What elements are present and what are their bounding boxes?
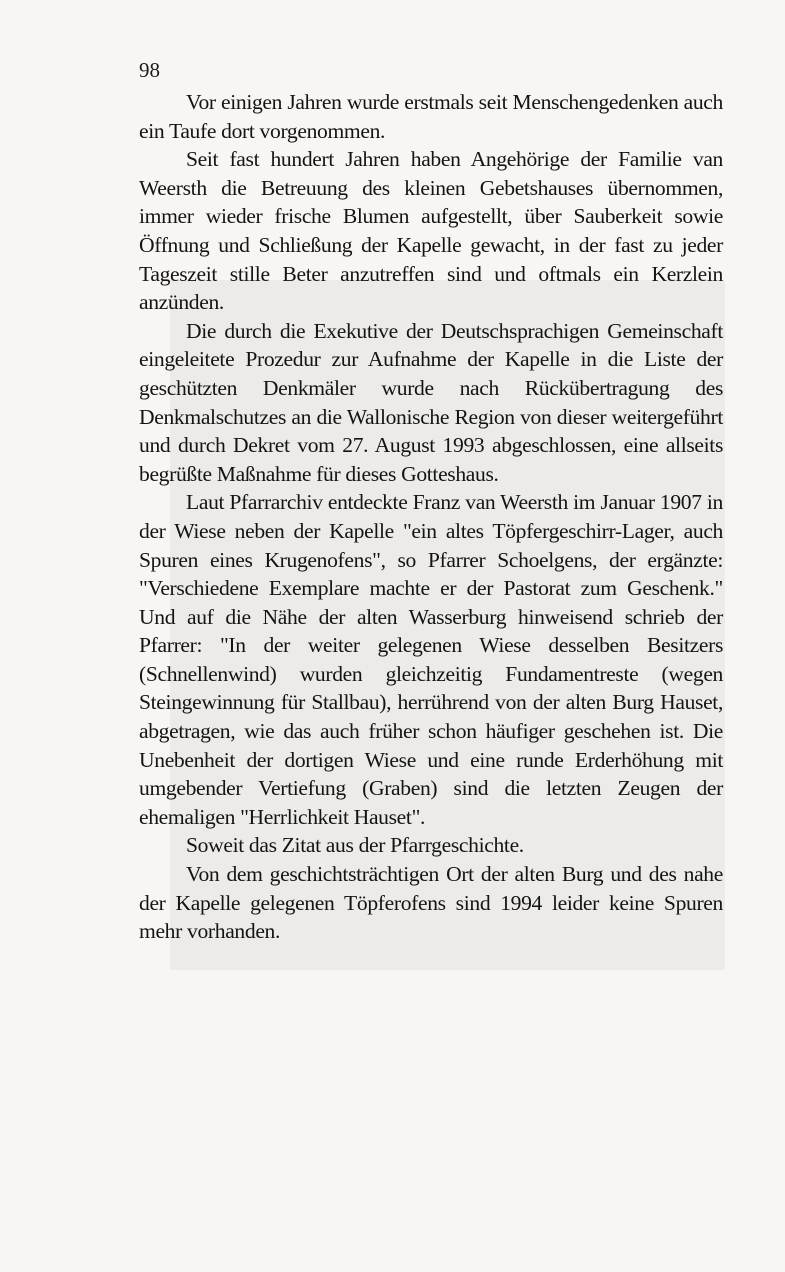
paragraph-2: Seit fast hundert Jahren haben Angehörige der Familie van Weersth die Betreuung des kleinen Gebetshauses übernommen, immer wieder frische Blumen aufgestellt, über Sauberkeit sowie Öffnung und Schließung der Kapelle gewacht, in der fast zu jeder Tageszeit stille Beter anzutreffen sind und oftmals ein Kerzlein anzünden. bbox=[139, 147, 723, 315]
paragraph-4: Laut Pfarrarchiv entdeckte Franz van Weersth im Januar 1907 in der Wiese neben der Kapelle "ein altes Töpfergeschirr-Lager, auch Spuren eines Krugenofens", so Pfarrer Schoelgens, der ergänzte: "Verschiedene Exemplare machte er der Pastorat zum Geschenk." Und auf die Nähe der alten Wasserburg hinweisend schrieb der Pfarrer: "In der weiter gelegenen Wiese desselben Besitzers (Schnellenwind) wurden gleichzeitig Fundamentreste (wegen Steingewinnung für Stallbau), herrührend von der alten Burg Hauset, abgetragen, wie das auch früher schon häufiger geschehen ist. Die Unebenheit der dortigen Wiese und eine runde Erderhöhung mit umgebender Vertiefung (Graben) sind die letzten Zeugen der ehemaligen "Herrlichkeit Hauset". bbox=[139, 490, 723, 829]
paragraph-3: Die durch die Exekutive der Deutschsprachigen Gemeinschaft eingeleitete Prozedur zur Aufnahme der Kapelle in die Liste der geschützten Denkmäler wurde nach Rückübertragung des Denkmalschutzes an die Wallonische Region von dieser weitergeführt und durch Dekret vom 27. August 1993 abgeschlossen, eine allseits begrüßte Maßnahme für dieses Gotteshaus. bbox=[139, 318, 723, 486]
paragraph-5: Soweit das Zitat aus der Pfarrgeschichte. bbox=[186, 833, 524, 858]
paragraph-6: Von dem geschichtsträchtigen Ort der alten Burg und des nahe der Kapelle gelegenen Töpferofens sind 1994 leider keine Spuren mehr vorhanden. bbox=[139, 862, 723, 944]
paragraph-1: Vor einigen Jahren wurde erstmals seit Menschengedenken auch ein Taufe dort vorgenommen. bbox=[139, 90, 723, 143]
body-text bbox=[139, 88, 723, 946]
page-number: 98 bbox=[139, 58, 160, 82]
